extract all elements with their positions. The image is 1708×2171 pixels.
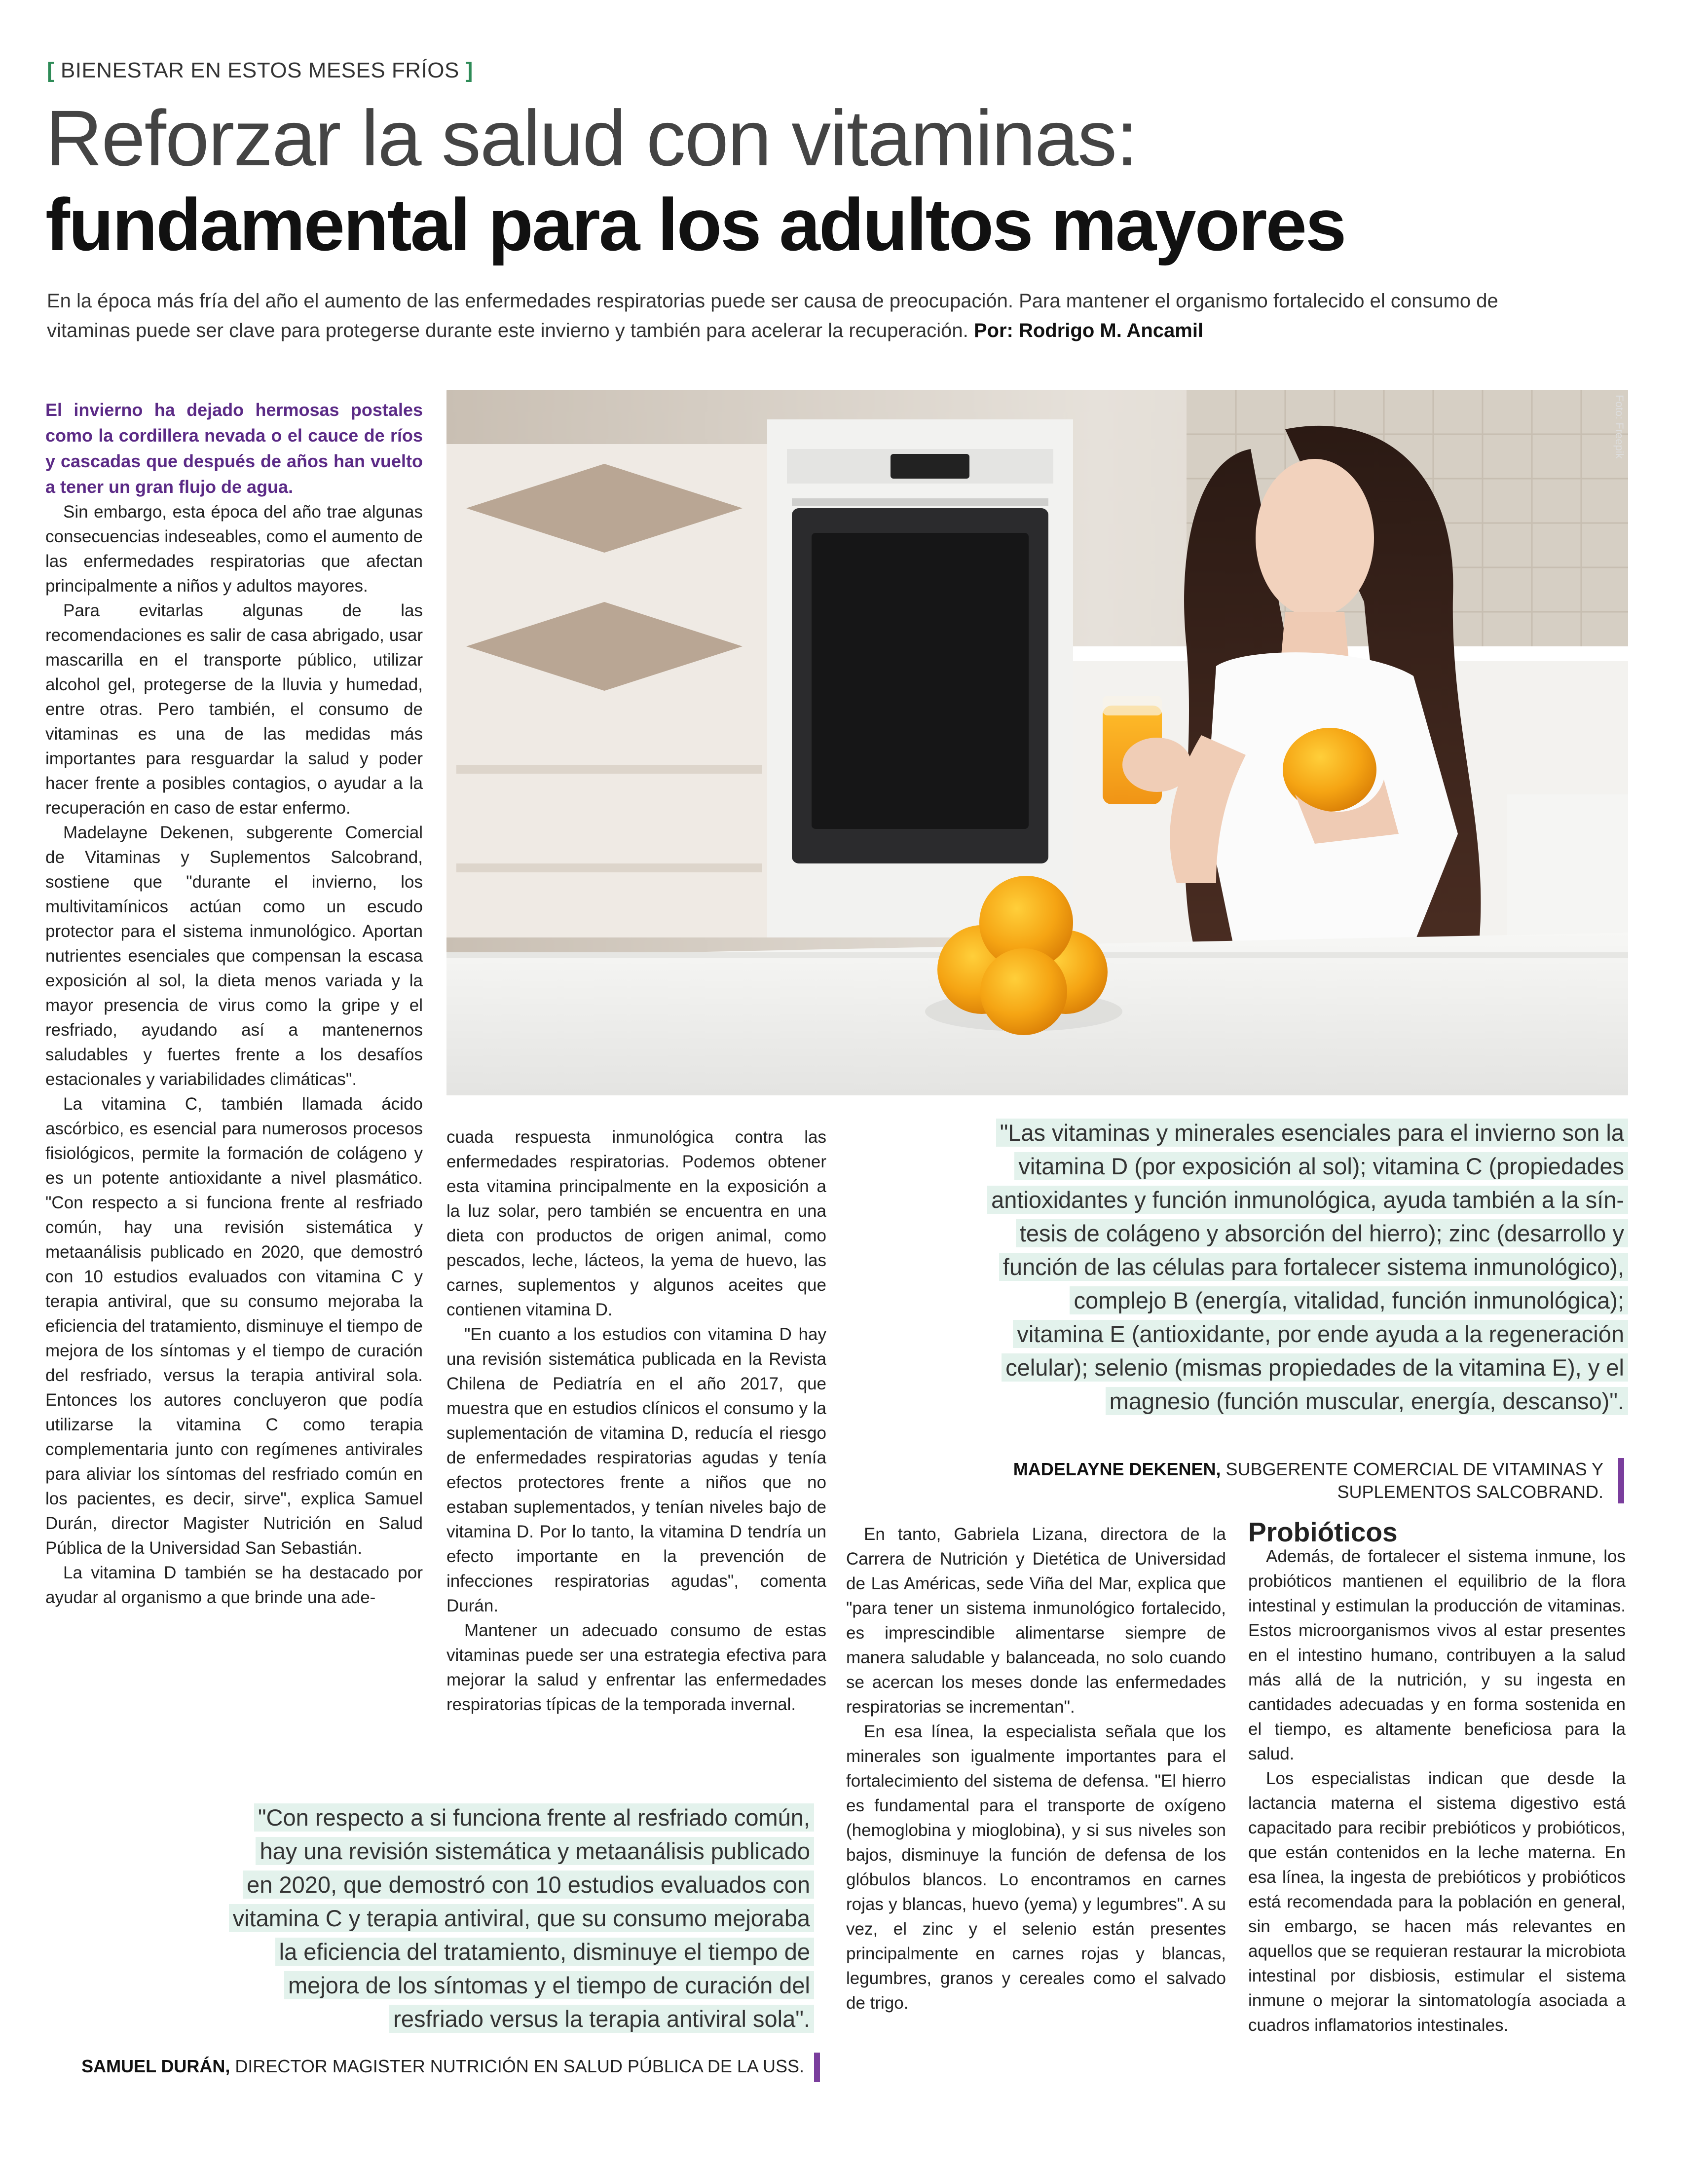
quote-line: vitamina C y terapia antiviral, que su consumo mejoraba [99,1902,814,1935]
quote-line: función de las células para fortalecer sistema inmunológico), [858,1250,1628,1284]
column-1 [45,397,423,1610]
column-4 [1248,1517,1626,2038]
paragraph: Madelayne Dekenen, subgerente Comercial de Vitaminas y Suplementos Salcobrand, sostiene que "durante el invierno, los multivitamínicos actúan como un escudo protector para el sistema inmunológico. Aportan nutrientes esenciales que compensan la escasa exposición al sol, la dieta menos variada y la mayor presencia de virus como la gripe y el resfriado, ayudando así a mantenernos saludables y fuertes frente a los desafíos estacionales y variabilidades climáticas". [45,823,423,1089]
attribution-role: SUBGERENTE COMERCIAL DE VITAMINAS Y [1225,1459,1603,1479]
headline-bold: fundamental para los adultos mayores [45,183,1345,266]
quote-line: vitamina E (antioxidante, por ende ayuda a la regeneración [858,1317,1628,1351]
accent-bar [814,2053,820,2082]
paragraph: Además, de fortalecer el sistema inmune, los probióticos mantienen el equilibrio de la flora intestinal y estimulan la producción de vitaminas. Estos microorganismos vivos al estar presentes en el intestino humano, contribuyen a la salud más allá de la nutrición, y su ingesta en cantidades adecuadas y en forma sostenida en el tiempo, es altamente beneficiosa para la salud. [1248,1547,1626,1763]
paragraph: La vitamina D también se ha destacado por ayudar al organismo a que brinde una ade- [45,1563,423,1607]
paragraph: Sin embargo, esta época del año trae algunas consecuencias indeseables, como el aumento de las enfermedades respiratorias que afectan principalmente a niños y adultos mayores. [45,502,423,596]
attribution-role: SUPLEMENTOS SALCOBRAND. [1337,1482,1603,1502]
column-2 [446,1125,826,1717]
accent-bar [1618,1458,1624,1503]
paragraph: La vitamina C, también llamada ácido ascórbico, es esencial para numerosos procesos fisiológicos, permite la formación de colágeno y es un potente antioxidante a nivel plasmático. "Con respecto a si funciona frente al resfriado común, hay una revisión sistemática y metaanálisis publicado en 2020, que demostró con 10 estudios evaluados con vitamina C y terapia antiviral, que su consumo mejoraba la eficiencia del tratamiento, disminuye el tiempo de mejora de los síntomas y el tiempo de curación del resfriado, versus la terapia antiviral sola. Entonces los autores concluyeron que podía utilizarse la vitamina C como terapia complementaria junto con regímenes antivirales para aliviar los síntomas del resfriado común en los pacientes, es decir, sirve", explica Samuel Durán, director Magister Nutrición en Salud Pública de la Universidad San Sebastián. [45,1094,423,1558]
pull-quote-duran [99,1801,814,2036]
quote-line: mejora de los síntomas y el tiempo de curación del [99,1969,814,2002]
quote-line: "Las vitaminas y minerales esenciales para el invierno son la [858,1116,1628,1150]
attribution-role: DIRECTOR MAGISTER NUTRICIÓN EN SALUD PÚBLICA DE LA USS. [235,2056,804,2076]
attribution-name: SAMUEL DURÁN, [81,2056,230,2076]
quote-line: vitamina D (por exposición al sol); vitamina C (propiedades [858,1150,1628,1183]
paragraph: En tanto, Gabriela Lizana, directora de la Carrera de Nutrición y Dietética de Universidad de Las Américas, sede Viña del Mar, explica que "para tener un sistema inmunológico fortalecido, es imprescindible alimentarse siempre de manera saludable y balanceada, no solo cuando se acercan los meses donde las enfermedades respiratorias se incrementan". [846,1525,1226,1717]
paragraph: Los especialistas indican que desde la lactancia materna el sistema digestivo está capacitado para recibir prebióticos y probióticos, que están contenidos en la leche materna. En esa línea, la ingesta de prebióticos y probióticos está recomendada para la población en general, sin embargo, se hacen más relevantes en aquellos que se requieran restaurar la microbiota intestinal por disbiosis, estimular el sistema inmune o mejorar la sintomatología asociada a cuadros inflamatorios intestinales. [1248,1769,1626,2035]
lede-paragraph [47,286,1557,345]
section-label [47,58,473,83]
paragraph: cuada respuesta inmunológica contra las enfermedades respiratorias. Podemos obtener esta vitamina principalmente en la exposición a la luz solar, pero también se encuentra en una dieta con productos de origen animal, como pescados, leche, lácteos, la yema de huevo, las carnes, suplementos y algunos aceites que contienen vitamina D. [446,1127,826,1319]
quote-line: en 2020, que demostró con 10 estudios evaluados con [99,1868,814,1902]
quote-attribution-duran [74,2055,804,2078]
quote-line: "Con respecto a si funciona frente al resfriado común, [99,1801,814,1834]
pull-quote-dekenen [858,1116,1628,1418]
quote-line: la eficiencia del tratamiento, disminuye el tiempo de [99,1935,814,1969]
section-bracket-close: ] [465,58,473,82]
column-3 [846,1522,1226,2016]
quote-line: magnesio (función muscular, energía, descanso)". [858,1385,1628,1418]
paragraph: Mantener un adecuado consumo de estas vitaminas puede ser una estrategia efectiva para mejorar la salud y enfrentar las enfermedades respiratorias típicas de la temporada invernal. [446,1621,826,1714]
quote-line: resfriado versus la terapia antiviral sola". [99,2002,814,2036]
paragraph: "En cuanto a los estudios con vitamina D hay una revisión sistemática publicada en la Revista Chilena de Pediatría en el año 2017, que muestra que en estudios clínicos el consumo y la suplementación de vitamina D, reducía el riesgo de enfermedades respiratorias agudas y tenía efectos protectores frente a niños que no estaban suplementados, y tenían niveles bajo de vitamina D. Por lo tanto, la vitamina D tendría un efecto importante en la prevención de infecciones respiratorias agudas", comenta Durán. [446,1325,826,1615]
headline-light: Reforzar la salud con vitaminas: [45,94,1137,182]
quote-attribution-dekenen [913,1458,1603,1503]
section-heading-probioticos: Probióticos [1248,1517,1398,1547]
quote-line: hay una revisión sistemática y metaanálisis publicado [99,1834,814,1868]
article-photo [446,390,1628,1095]
quote-line: celular); selenio (mismas propiedades de la vitamina E), y el [858,1351,1628,1385]
section-bracket-open: [ [47,58,55,82]
kitchen-woman-oranges-image [446,390,1628,1095]
quote-line: tesis de colágeno y absorción del hierro); zinc (desarrollo y [858,1217,1628,1250]
quote-line: complejo B (energía, vitalidad, función inmunológica); [858,1284,1628,1317]
attribution-name: MADELAYNE DEKENEN, [1013,1459,1221,1479]
paragraph: En esa línea, la especialista señala que los minerales son igualmente importantes para el fortalecimiento del sistema de defensa. "El hierro es fundamental para el transporte de oxígeno (hemoglobina y mioglobina), y si sus niveles son bajos, disminuye la función de defensa de los glóbulos blancos. Lo encontramos en carnes rojas y blancas, huevo (yema) y legumbres". A su vez, el zinc y el selenio están presentes principalmente en carnes rojas y blancas, legumbres, granos y cereales como el salvado de trigo. [846,1722,1226,2013]
intro-paragraph: El invierno ha dejado hermosas postales como la cordillera nevada o el cauce de ríos y cascadas que después de años han vuelto a tener un gran flujo de agua. [45,400,423,497]
quote-line: antioxidantes y función inmunológica, ayuda también a la sín- [858,1183,1628,1217]
byline: Por: Rodrigo M. Ancamil [973,320,1204,341]
photo-credit: Foto: Freepik [1613,395,1626,459]
section-label-text: BIENESTAR EN ESTOS MESES FRÍOS [60,58,459,82]
paragraph: Para evitarlas algunas de las recomendaciones es salir de casa abrigado, usar mascarilla en el transporte público, utilizar alcohol gel, protegerse de la lluvia y humedad, entre otras. Pero también, el consumo de vitaminas es una de las medidas más importantes para resguardar la salud y poder hacer frente a posibles contagios, o ayudar a la recuperación en caso de estar enfermo. [45,601,423,818]
lede-text: En la época más fría del año el aumento de las enfermedades respiratorias puede ser causa de preocupación. Para mantener el organismo fortalecido el consumo de vitaminas puede ser clave para protegerse durante este invierno y también para acelerar la recuperación. [47,290,1498,341]
